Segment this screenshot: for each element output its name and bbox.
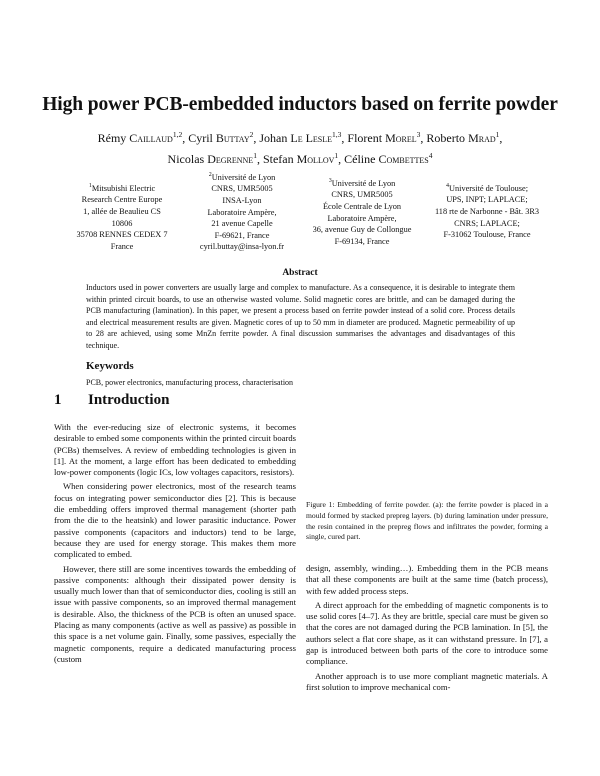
section-heading xyxy=(54,392,169,409)
body-paragraph: When considering power electronics, most of the research teams focus on integrating power semiconductor dies [2]. This is because die embedding offers improved thermal management (shorter path from the die to the heatsink) and lower parasitic inductance. Power passive components (capacitors and inductors) tend to be large, because they are used for energy storage. This makes them more complicated to embed. xyxy=(54,481,296,560)
right-column xyxy=(306,563,548,696)
affiliation-line xyxy=(184,183,300,195)
author-name xyxy=(263,152,338,166)
affiliation-text: Université de Lyon xyxy=(331,178,396,188)
affiliation-line xyxy=(72,181,172,194)
affiliation-text: Laboratoire Ampère, xyxy=(327,213,397,223)
author-name xyxy=(188,131,253,145)
affiliation-text: CNRS; LAPLACE; xyxy=(454,218,520,228)
affiliation-text: 118 rte de Narbonne - Bât. 3R3 xyxy=(434,206,540,216)
author-last-name: Buttay xyxy=(215,131,250,145)
affiliation-text: Université de Toulouse; xyxy=(449,183,528,193)
author-last-name: Le Lesle xyxy=(290,131,333,145)
body-paragraph: With the ever-reducing size of electronic systems, it becomes desirable to embed some components within the printed circuit boards (PCBs) themselves. A review of embedding technologies is given in [1]. At the moment, a large effort has been dedicated to embedding low-power components (logic ICs, low voltages capacitors, resistors). xyxy=(54,422,296,478)
affiliation-line xyxy=(300,201,424,213)
affiliation-line xyxy=(184,230,300,242)
author-last-name: Caillaud xyxy=(129,131,173,145)
affiliation-text: F-69134, France xyxy=(334,236,390,246)
affiliation-text: 35708 RENNES CEDEX 7 xyxy=(76,230,168,240)
author-affiliation-index: 1 xyxy=(495,130,500,139)
author-first-name: Céline xyxy=(344,152,379,166)
body-paragraph: Another approach is to use more compliant magnetic materials. A first solution to improve mechanical com- xyxy=(306,670,548,692)
author-first-name: Rémy xyxy=(97,131,130,145)
author-name xyxy=(347,131,420,145)
author-last-name: Morel xyxy=(385,131,417,145)
body-paragraph: A direct approach for the embedding of magnetic components is to use solid cores [4–7]. As they are brittle, special care must be given so that the cores are not damaged during the PCB lamination. In [5], the authors select a flat core shape, as it can withstand pressure. In [7], a gap is introduced between both parts of the core to introduce some compliance. xyxy=(306,599,548,667)
affiliation-text: 21 avenue Capelle xyxy=(211,219,273,229)
author-last-name: Mrad xyxy=(468,131,496,145)
author-name xyxy=(344,152,432,166)
affiliation-line xyxy=(184,218,300,230)
author-first-name: Stefan xyxy=(262,152,297,166)
body-paragraph: However, there still are some incentives towards the embedding of passive components: although their dissipated power density is usually much lower than that of semiconductor dies, cooling is still an issue with passive components, so an improved thermal management is desirable. Also, the thickness of the PCB is often an unused space. Placing as many components (active as well as passive) as possible in this space is a net volume gain. Finally, some passives, especially the magnetic components, require a dedicated manufacturing process (custom xyxy=(54,563,296,664)
affiliation-text: 1, allée de Beaulieu CS 10806 xyxy=(83,206,161,228)
affiliation-line xyxy=(420,181,554,194)
affiliation-text: CNRS, UMR5005 xyxy=(331,190,393,200)
affiliation-line xyxy=(300,189,424,201)
author-list: Rémy Caillaud$^{1,2}$, Cyril Buttay$^2$, Johan Le Lesle$^{1,3}$, Florent Morel$^3$, Roberto Mrad$^1$, Nicolas Degrenne$^1$, Stefan Mollov$^1$, Céline Combettes$^4$ xyxy=(97,130,503,166)
affiliation-text: 36, avenue Guy de Collongue xyxy=(312,225,412,235)
section-number: 1 xyxy=(54,392,62,408)
paper-title: High power PCB-embedded inductors based on ferrite powder xyxy=(42,94,558,115)
affiliation-line xyxy=(300,224,424,236)
figure-1-area xyxy=(306,420,548,498)
affiliation-line xyxy=(420,218,554,230)
author-affiliation-index: 3 xyxy=(416,130,421,139)
author-affiliation-index: 2 xyxy=(249,130,254,139)
section-title: Introduction xyxy=(88,392,170,408)
affiliation-line xyxy=(184,195,300,207)
author-name xyxy=(259,131,341,145)
affiliation-line xyxy=(184,207,300,219)
affiliation-line xyxy=(72,229,172,241)
affiliation-index: 4 xyxy=(446,183,449,189)
author-first-name: Roberto xyxy=(426,131,469,145)
affiliation-text: École Centrale de Lyon xyxy=(322,201,402,211)
author-last-name: Degrenne xyxy=(207,152,254,166)
author-last-name: Mollov xyxy=(296,152,335,166)
author-affiliation-index: 1 xyxy=(334,151,339,160)
affiliation-text: CNRS, UMR5005 xyxy=(211,184,273,194)
author-affiliation-index: 1,2 xyxy=(172,130,183,139)
affiliation-text: F-31062 Toulouse, France xyxy=(443,230,531,240)
affiliation-text: INSA-Lyon xyxy=(222,195,262,205)
affiliation-line xyxy=(420,206,554,218)
author-name xyxy=(98,131,183,145)
affiliation-index: 3 xyxy=(328,178,332,184)
affiliation-line xyxy=(300,236,424,248)
keywords-heading: Keywords xyxy=(86,360,134,372)
figure-caption: Figure 1: Embedding of ferrite powder. (a): the ferrite powder is placed in a mould formed by stacked prepreg layers. (b) during lamination under pressure, the resin contained in the prepreg flows and infiltrates the powder, forming a single, cured part. xyxy=(306,500,548,542)
affiliation-2 xyxy=(184,170,300,253)
author-affiliation-index: 1 xyxy=(253,151,257,160)
author-first-name: Florent xyxy=(347,131,386,145)
author-affiliation-index: 1,3 xyxy=(332,130,342,139)
affiliation-text: France xyxy=(110,241,134,251)
author-first-name: Johan xyxy=(259,131,291,145)
affiliation-line xyxy=(184,241,300,253)
affiliation-text: Université de Lyon xyxy=(211,172,276,182)
affiliation-3 xyxy=(300,176,424,247)
affiliation-text: UPS, INPT; LAPLACE; xyxy=(446,195,528,205)
affiliation-line xyxy=(420,229,554,241)
affiliation-line xyxy=(420,194,554,206)
author-affiliation-index: 4 xyxy=(428,151,433,160)
author-name xyxy=(168,152,257,166)
affiliation-line xyxy=(300,213,424,225)
affiliation-index: 2 xyxy=(208,172,212,178)
author-first-name: Cyril xyxy=(188,131,216,145)
keywords-text: PCB, power electronics, manufacturing process, characterisation xyxy=(86,378,294,387)
author-name xyxy=(426,131,499,145)
left-column xyxy=(54,422,296,668)
abstract-heading: Abstract xyxy=(282,268,318,278)
affiliation-text: cyril.buttay@insa-lyon.fr xyxy=(199,242,285,252)
author-last-name: Combettes xyxy=(378,152,429,166)
affiliation-line xyxy=(72,194,172,206)
body-paragraph: design, assembly, winding…). Embedding them in the PCB means that all these components are built at the same time (batch process), with few added process steps. xyxy=(306,563,548,596)
affiliation-text: Mitsubishi Electric xyxy=(91,183,156,193)
affiliation-line xyxy=(184,170,300,183)
affiliation-text: Research Centre Europe xyxy=(81,195,163,205)
affiliation-text: Laboratoire Ampère, xyxy=(207,207,277,217)
affiliation-line xyxy=(300,176,424,189)
author-first-name: Nicolas xyxy=(167,152,208,166)
affiliation-1 xyxy=(72,181,172,252)
affiliation-4 xyxy=(420,181,554,241)
abstract-text: Inductors used in power converters are usually large and complex to manufacture. As a consequence, it is desirable to integrate them within printed circuit boards, to use an otherwise wasted volume. Solid magnetic cores are brittle, and can be damaged during the PCB manufacturing (lamination). In this paper, we present a process based on ferrite powder instead of a solid core. Process details and electrical measurement results are given. Magnetic cores of up to 50 mm in diameter are produced. Magnetic permeability of up to 28 are achieved, using some MnZn ferrite powder. A final discussion summarises the advantages and disadvantages of this technique. xyxy=(86,283,515,350)
affiliation-line xyxy=(72,206,172,229)
affiliation-line xyxy=(72,241,172,253)
affiliation-text: F-69621, France xyxy=(214,230,270,240)
affiliation-index: 1 xyxy=(88,183,92,189)
